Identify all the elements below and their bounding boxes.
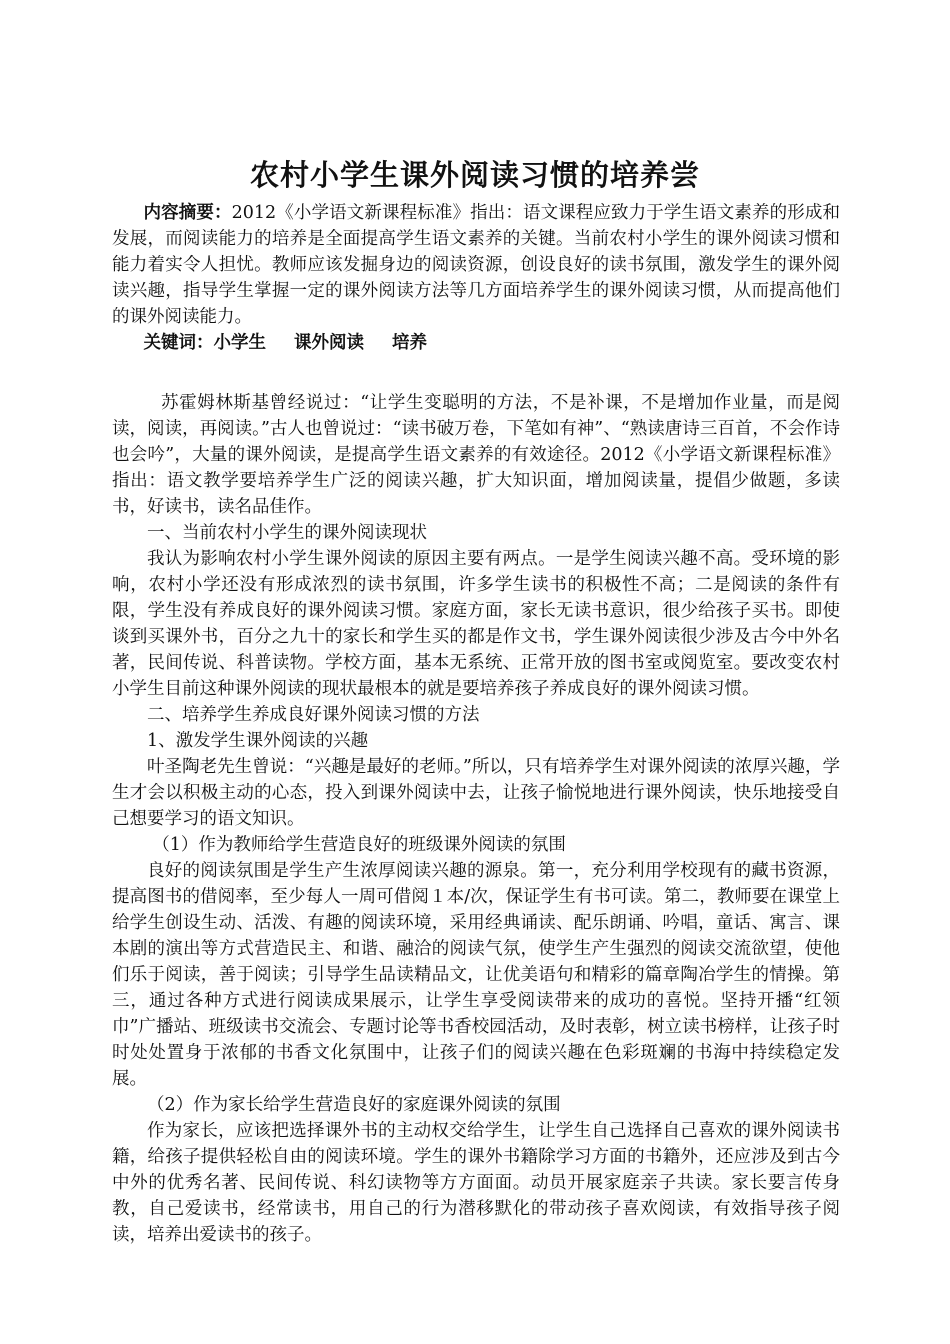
keywords-line [112, 330, 840, 356]
abstract-label: 内容摘要： [143, 203, 232, 223]
intro-paragraph: 苏霍姆林斯基曾经说过：“让学生变聪明的方法，不是补课，不是增加作业量，而是阅读，阅读，再阅读。”古人也曾说过：“读书破万卷，下笔如有神”、“熟读唐诗三百首，不会作诗也会吟”，大量的课外阅读，是提高学生语文素养的有效途径。2012《小学语文新课程标准》指出：语文教学要培养学生广泛的阅读兴趣，扩大知识面，增加阅读量，提倡少做题，多读书，好读书，读名品佳作。 [112, 393, 840, 517]
document-body [112, 200, 840, 1248]
keyword: 小学生 [213, 333, 266, 353]
subsection-paragraph: 叶圣陶老先生曾说：“兴趣是最好的老师。”所以，只有培养学生对课外阅读的浓厚兴趣，学生才会以积极主动的心态，投入到课外阅读中去，让孩子愉悦地进行课外阅读，快乐地接受自己想要学习的语文知识。 [112, 757, 840, 829]
section-heading: 二、培养学生养成良好课外阅读习惯的方法 [147, 705, 480, 725]
keyword: 课外阅读 [294, 333, 364, 353]
document-title: 农村小学生课外阅读习惯的培养尝 [249, 158, 700, 192]
item-paragraph: 良好的阅读氛围是学生产生浓厚阅读兴趣的源泉。第一，充分利用学校现有的藏书资源，提高图书的借阅率，至少每人一周可借阅１本/次，保证学生有书可读。第二，教师要在课堂上给学生创设生动、活泼、有趣的阅读环境，采用经典诵读、配乐朗诵、吟唱，童话、寓言、课本剧的演出等方式营造民主、和谐、融洽的阅读气氛，使学生产生强烈的阅读交流欲望，使他们乐于阅读，善于阅读；引导学生品读精品文，让优美语句和精彩的篇章陶冶学生的情操。第三，通过各种方式进行阅读成果展示，让学生享受阅读带来的成功的喜悦。坚持开播“红领巾”广播站、班级读书交流会、专题讨论等书香校园活动，及时表彰，树立读书榜样，让孩子时时处处置身于浓郁的书香文化氛围中，让孩子们的阅读兴趣在色彩斑斓的书海中持续稳定发展。 [112, 861, 840, 1089]
abstract-paragraph [112, 200, 840, 330]
section-paragraph: 我认为影响农村小学生课外阅读的原因主要有两点。一是学生阅读兴趣不高。受环境的影响，农村小学还没有形成浓烈的读书氛围，许多学生读书的积极性不高；二是阅读的条件有限，学生没有养成良好的课外阅读习惯。家庭方面，家长无读书意识，很少给孩子买书。即使谈到买课外书，百分之九十的家长和学生买的都是作文书，学生课外阅读很少涉及古今中外名著，民间传说、科普读物。学校方面，基本无系统、正常开放的图书室或阅览室。要改变农村小学生目前这种课外阅读的现状最根本的就是要培养孩子养成良好的课外阅读习惯。 [112, 549, 840, 699]
subsection-heading: 1、激发学生课外阅读的兴趣 [147, 731, 369, 751]
section-heading: 一、当前农村小学生的课外阅读现状 [147, 523, 427, 543]
blank-line [112, 356, 840, 382]
keywords-label: 关键词： [143, 333, 214, 353]
keyword: 培养 [392, 333, 427, 353]
item-heading: （2）作为家长给学生营造良好的家庭课外阅读的氛围 [147, 1095, 561, 1115]
abstract-text: 2012《小学语文新课程标准》指出：语文课程应致力于学生语文素养的形成和发展，而阅读能力的培养是全面提高学生语文素养的关键。当前农村小学生的课外阅读习惯和能力着实令人担忧。教师应该发掘身边的阅读资源，创设良好的读书氛围，激发学生的课外阅读兴趣，指导学生掌握一定的课外阅读方法等几方面培养学生的课外阅读习惯，从而提高他们的课外阅读能力。 [112, 203, 840, 327]
item-heading: （1）作为教师给学生营造良好的班级课外阅读的氛围 [152, 835, 566, 855]
item-paragraph: 作为家长，应该把选择课外书的主动权交给学生，让学生自己选择自己喜欢的课外阅读书籍，给孩子提供轻松自由的阅读环境。学生的课外书籍除学习方面的书籍外，还应涉及到古今中外的优秀名著、民间传说、科幻读物等方方面面。动员开展家庭亲子共读。家长要言传身教，自己爱读书，经常读书，用自己的行为潜移默化的带动孩子喜欢阅读，有效指导孩子阅读，培养出爱读书的孩子。 [112, 1121, 840, 1245]
